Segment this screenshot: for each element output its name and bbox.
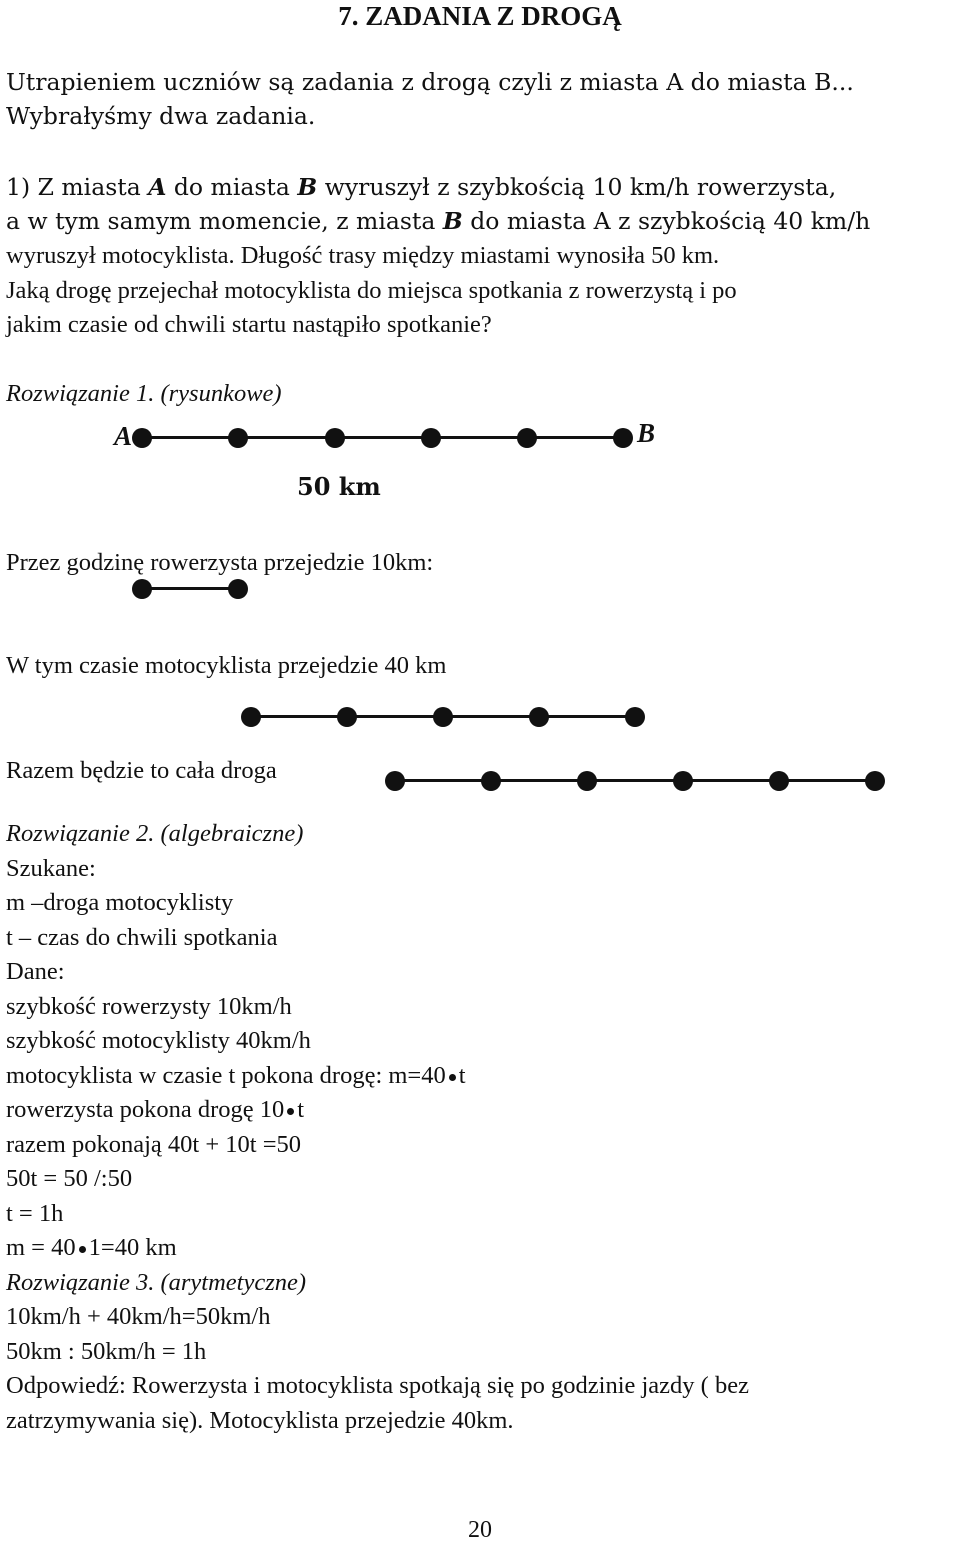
equation-line: 50t = 50 /:50	[6, 1165, 133, 1192]
route-node	[865, 771, 885, 791]
city-b-label: B	[637, 418, 656, 448]
solution3-line: 10km/h + 40km/h=50km/h	[6, 1303, 271, 1330]
route-node	[132, 428, 152, 448]
intro-line: Utrapieniem uczniów są zadania z drogą czyli z miasta A do miasta B...	[6, 68, 854, 96]
city-a-label: A	[114, 421, 133, 451]
route-node	[481, 771, 501, 791]
equation-line: motocyklista w czasie t pokona drogę: m=40 t	[6, 1062, 466, 1089]
total-text: Razem będzie to cała droga	[6, 757, 277, 784]
answer-line: Odpowiedź: Rowerzysta i motocyklista spotkają się po godzinie jazdy ( bez	[6, 1372, 749, 1399]
equation-line: rowerzysta pokona drogę 10 t	[6, 1096, 305, 1123]
solution2-title: Rozwiązanie 2. (algebraiczne)	[6, 820, 304, 847]
motorcyclist-text: W tym czasie motocyklista przejedzie 40 km	[6, 652, 447, 679]
answer-line: zatrzymywania się). Motocyklista przejedzie 40km.	[6, 1407, 514, 1434]
solution2-line: t – czas do chwili spotkania	[6, 924, 278, 951]
route-node	[433, 707, 453, 727]
task-line: jakim czasie od chwili startu nastąpiło spotkanie?	[6, 311, 492, 338]
task-line: 1) Z miasta A do miasta B wyruszył z szybkością 10 km/h rowerzysta,	[6, 173, 837, 201]
solution2-line: m –droga motocyklisty	[6, 889, 234, 916]
page-number: 20	[468, 1517, 492, 1543]
section-heading: 7. ZADANIA Z DROGĄ	[338, 1, 622, 31]
solution3-title: Rozwiązanie 3. (arytmetyczne)	[6, 1269, 307, 1296]
cyclist-text: Przez godzinę rowerzysta przejedzie 10km:	[6, 549, 434, 576]
route-node	[325, 428, 345, 448]
route-node	[577, 771, 597, 791]
route-node	[337, 707, 357, 727]
equation-line: m = 40 1=40 km	[6, 1234, 177, 1261]
route-node	[385, 771, 405, 791]
distance-label: 50 km	[297, 472, 381, 501]
route-node	[228, 428, 248, 448]
solution2-line: Dane:	[6, 958, 65, 985]
route-node	[228, 579, 248, 599]
route-node	[625, 707, 645, 727]
solution2-line: szybkość rowerzysty 10km/h	[6, 993, 292, 1020]
equation-line: razem pokonają 40t + 10t =50	[6, 1131, 302, 1158]
task-line: Jaką drogę przejechał motocyklista do miejsca spotkania z rowerzystą i po	[6, 277, 737, 304]
task-line: a w tym samym momencie, z miasta B do miasta A z szybkością 40 km/h	[6, 207, 871, 235]
equation-line: t = 1h	[6, 1200, 64, 1227]
route-node	[517, 428, 537, 448]
route-node	[613, 428, 633, 448]
multiply-dot-icon	[449, 1074, 456, 1081]
intro-line: Wybrałyśmy dwa zadania.	[6, 102, 316, 130]
solution3-line: 50km : 50km/h = 1h	[6, 1338, 207, 1365]
solution2-line: szybkość motocyklisty 40km/h	[6, 1027, 311, 1054]
route-node	[769, 771, 789, 791]
multiply-dot-icon	[287, 1108, 294, 1115]
route-node	[673, 771, 693, 791]
task-line: wyruszył motocyklista. Długość trasy między miastami wynosiła 50 km.	[6, 242, 720, 269]
route-node	[529, 707, 549, 727]
solution2-line: Szukane:	[6, 855, 96, 882]
solution1-title: Rozwiązanie 1. (rysunkowe)	[6, 380, 282, 407]
route-node	[241, 707, 261, 727]
multiply-dot-icon	[79, 1246, 86, 1253]
route-node	[421, 428, 441, 448]
route-node	[132, 579, 152, 599]
